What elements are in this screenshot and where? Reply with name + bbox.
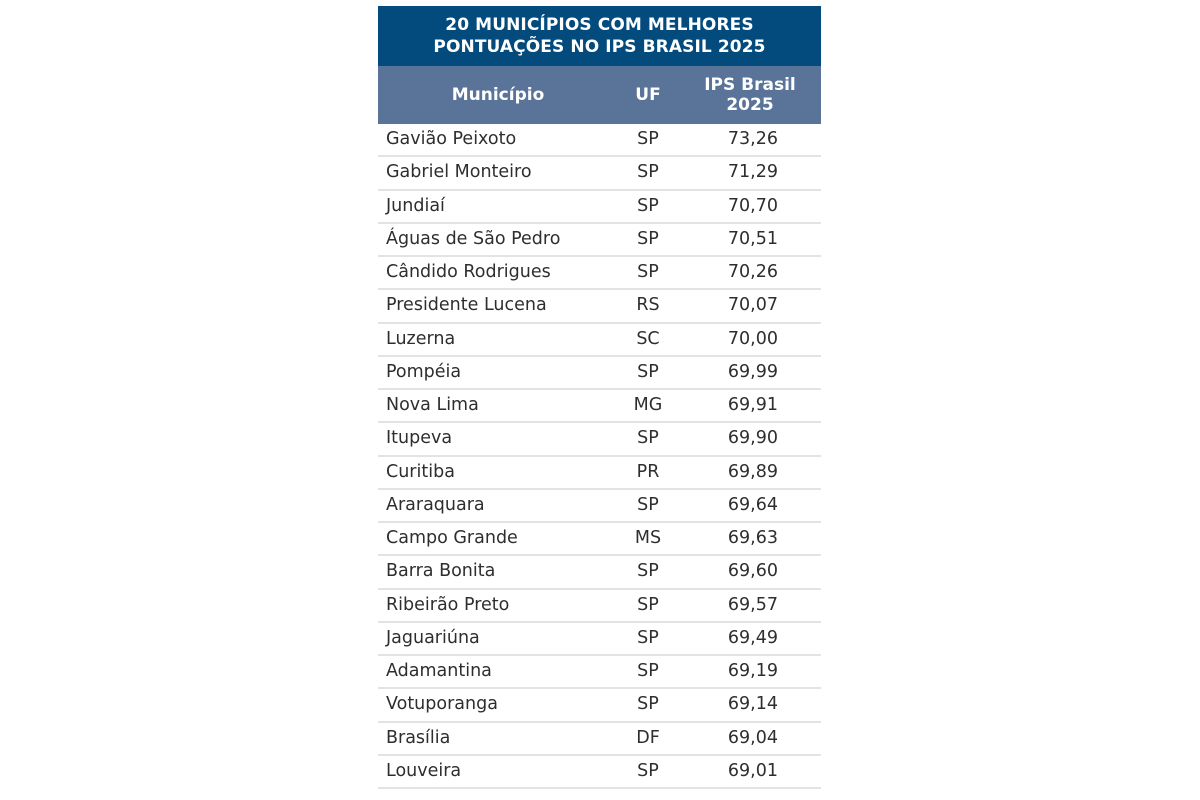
cell-uf: DF [636, 727, 660, 748]
cell-municipio: Nova Lima [386, 395, 479, 415]
cell-municipio: Campo Grande [386, 528, 518, 548]
cell-uf: SP [637, 361, 659, 382]
cell-uf: SC [636, 328, 660, 349]
cell-uf: SP [637, 760, 659, 781]
table-row [378, 623, 821, 656]
cell-uf: SP [637, 228, 659, 249]
cell-ips: 70,70 [727, 195, 778, 216]
cell-uf: SP [637, 162, 659, 183]
cell-ips: 70,07 [727, 295, 778, 316]
table-row [378, 556, 821, 589]
cell-uf: SP [637, 195, 659, 216]
table-row [378, 157, 821, 190]
cell-municipio: Louveira [386, 760, 462, 781]
table-row [378, 756, 821, 789]
cell-ips: 69,14 [727, 694, 778, 715]
table-row [378, 191, 821, 224]
cell-uf: SP [637, 661, 659, 681]
cell-ips: 69,19 [727, 661, 778, 681]
cell-uf: SP [637, 561, 659, 582]
cell-municipio: Águas de São Pedro [386, 228, 561, 249]
cell-municipio: Adamantina [386, 661, 492, 681]
table-row [378, 290, 821, 323]
cell-municipio: Itupeva [386, 428, 453, 449]
cell-municipio: Jaguariúna [386, 627, 480, 648]
cell-municipio: Araraquara [386, 494, 485, 515]
table-row [378, 324, 821, 357]
cell-uf: MS [634, 528, 662, 548]
table-row [378, 224, 821, 257]
cell-uf: SP [637, 494, 659, 515]
table-row [378, 124, 821, 157]
table-row [378, 523, 821, 556]
table-row [378, 689, 821, 722]
ranking-table [378, 6, 821, 789]
cell-ips: 69,89 [727, 461, 778, 482]
column-header-ips [690, 66, 810, 124]
table-row [378, 257, 821, 290]
table-row [378, 490, 821, 523]
cell-ips: 69,57 [727, 594, 778, 615]
cell-ips: 73,26 [727, 129, 778, 149]
cell-municipio: Cândido Rodrigues [386, 262, 551, 282]
cell-municipio: Barra Bonita [386, 561, 496, 582]
cell-ips: 69,49 [727, 627, 778, 648]
cell-ips: 69,99 [727, 361, 778, 382]
table-title-line-2: PONTUAÇÕES NO IPS BRASIL 2025 [433, 37, 766, 57]
cell-municipio: Ribeirão Preto [386, 594, 510, 615]
cell-uf: PR [636, 461, 660, 482]
column-header-row [378, 66, 821, 124]
column-header-uf: UF [635, 85, 661, 105]
cell-uf: SP [637, 594, 659, 615]
cell-uf: SP [637, 262, 659, 282]
cell-ips: 69,90 [727, 428, 778, 449]
cell-municipio: Gabriel Monteiro [386, 162, 532, 183]
cell-ips: 71,29 [727, 162, 778, 183]
table-body [378, 124, 821, 789]
cell-ips: 69,60 [727, 561, 778, 582]
cell-ips: 69,64 [727, 494, 778, 515]
column-header-municipio: Município [451, 85, 545, 105]
cell-uf: SP [637, 694, 659, 715]
cell-municipio: Votuporanga [386, 694, 498, 715]
table-row [378, 390, 821, 423]
cell-uf: MG [633, 395, 663, 415]
column-header-ips-line-2: 2025 [726, 95, 774, 115]
cell-ips: 69,63 [727, 528, 778, 548]
cell-municipio: Brasília [386, 727, 451, 748]
column-header-ips-line-1: IPS Brasil [704, 75, 796, 95]
table-row [378, 656, 821, 689]
cell-ips: 69,91 [727, 395, 778, 415]
cell-ips: 70,26 [727, 262, 778, 282]
cell-municipio: Jundiaí [386, 195, 445, 216]
table-title-line-1: 20 MUNICÍPIOS COM MELHORES [445, 15, 754, 35]
cell-uf: SP [637, 129, 659, 149]
cell-municipio: Gavião Peixoto [386, 129, 517, 149]
cell-uf: RS [636, 295, 660, 316]
cell-municipio: Pompéia [386, 361, 462, 382]
cell-ips: 70,00 [727, 328, 778, 349]
cell-municipio: Presidente Lucena [386, 295, 547, 316]
cell-municipio: Luzerna [386, 328, 456, 349]
table-row [378, 590, 821, 623]
cell-ips: 69,04 [727, 727, 778, 748]
table-row [378, 723, 821, 756]
cell-ips: 69,01 [727, 760, 778, 781]
table-row [378, 457, 821, 490]
table-row [378, 423, 821, 456]
table-row [378, 357, 821, 390]
cell-municipio: Curitiba [386, 461, 455, 482]
table-title [378, 6, 821, 66]
cell-uf: SP [637, 428, 659, 449]
cell-ips: 70,51 [727, 228, 778, 249]
cell-uf: SP [637, 627, 659, 648]
